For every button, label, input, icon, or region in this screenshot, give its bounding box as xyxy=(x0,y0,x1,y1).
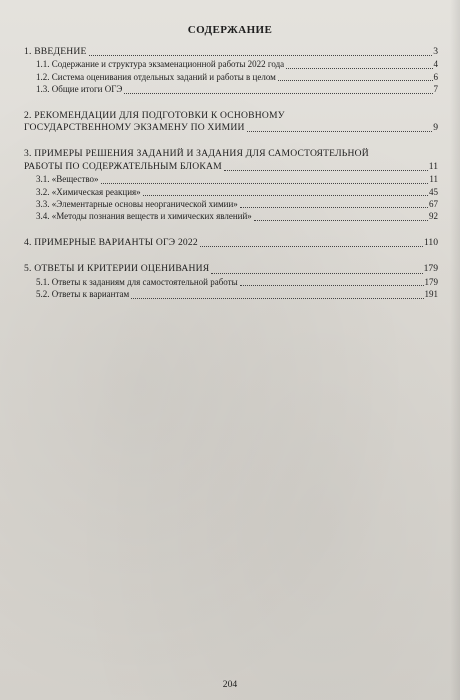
section-page-number: 110 xyxy=(423,236,438,248)
section-heading-entry[interactable] xyxy=(24,161,438,173)
section-heading-entry[interactable] xyxy=(24,237,438,249)
section-heading-text: РАБОТЫ ПО СОДЕРЖАТЕЛЬНЫМ БЛОКАМ xyxy=(24,160,222,172)
subsection-label: 1.2. Система оценивания отдельных заданий и работы в целом xyxy=(36,71,276,82)
section-page-number: 9 xyxy=(433,122,438,134)
subsection-label: 3.1. «Вещество» xyxy=(36,174,99,185)
section-heading-entry[interactable] xyxy=(24,263,438,275)
dot-leader xyxy=(240,207,428,208)
dot-leader xyxy=(278,80,433,81)
section-heading-entry[interactable] xyxy=(24,122,438,134)
toc-section xyxy=(24,263,438,300)
subsection-label: 3.3. «Элементарные основы неорганической химии» xyxy=(36,199,238,210)
toc-section xyxy=(24,148,438,222)
subsection-entry[interactable] xyxy=(24,83,438,95)
subsection-page-number: 4 xyxy=(433,59,438,70)
section-heading-text: 1. ВВЕДЕНИЕ xyxy=(24,46,87,57)
subsection-entry[interactable] xyxy=(24,276,438,288)
subsection-entry[interactable] xyxy=(24,210,438,222)
subsection-entry[interactable] xyxy=(24,186,438,198)
table-of-contents xyxy=(24,46,438,315)
dot-leader xyxy=(286,68,432,69)
dot-leader xyxy=(124,93,432,94)
subsection-page-number: 6 xyxy=(433,71,438,82)
subsection-entry[interactable] xyxy=(24,71,438,83)
section-heading-entry[interactable] xyxy=(24,46,438,58)
subsection-label: 1.3. Общие итоги ОГЭ xyxy=(36,84,123,95)
subsection-entry[interactable] xyxy=(24,288,438,300)
dot-leader xyxy=(247,131,433,132)
subsection-page-number: 191 xyxy=(424,289,438,300)
section-heading-text: ГОСУДАРСТВЕННОМУ ЭКЗАМЕНУ ПО ХИМИИ xyxy=(24,122,245,134)
toc-section xyxy=(24,237,438,249)
section-heading-line: 3. ПРИМЕРЫ РЕШЕНИЯ ЗАДАНИЙ И ЗАДАНИЯ ДЛЯ САМОСТОЯТЕЛЬНОЙ xyxy=(24,148,369,160)
subsection-page-number: 45 xyxy=(429,186,438,197)
page-number: 204 xyxy=(222,679,238,690)
dot-leader xyxy=(211,273,422,274)
page-edge-shadow xyxy=(450,0,460,700)
subsection-label: 5.2. Ответы к вариантам xyxy=(36,289,130,300)
dot-leader xyxy=(143,195,428,196)
section-page-number: 11 xyxy=(428,160,438,172)
dot-leader xyxy=(224,170,428,171)
subsection-label: 5.1. Ответы к заданиям для самостоятельной работы xyxy=(36,276,238,287)
subsection-label: 3.4. «Методы познания веществ и химических явлений» xyxy=(36,211,252,222)
toc-title: СОДЕРЖАНИЕ xyxy=(187,24,273,36)
dot-leader xyxy=(131,298,423,299)
dot-leader xyxy=(254,220,428,221)
section-page-number: 3 xyxy=(433,46,438,57)
subsection-page-number: 11 xyxy=(429,174,438,185)
subsection-page-number: 92 xyxy=(429,211,438,222)
subsection-page-number: 179 xyxy=(424,276,438,287)
toc-section xyxy=(24,46,438,96)
section-heading-text: 5. ОТВЕТЫ И КРИТЕРИИ ОЦЕНИВАНИЯ xyxy=(24,263,210,275)
subsection-entry[interactable] xyxy=(24,173,438,185)
subsection-entry[interactable] xyxy=(24,198,438,210)
dot-leader xyxy=(89,55,433,56)
subsection-page-number: 67 xyxy=(429,199,438,210)
subsection-label: 1.1. Содержание и структура экзаменационной работы 2022 года xyxy=(36,59,285,70)
dot-leader xyxy=(240,285,424,286)
section-page-number: 179 xyxy=(423,263,438,275)
section-heading-line: 2. РЕКОМЕНДАЦИИ ДЛЯ ПОДГОТОВКИ К ОСНОВНОМУ xyxy=(24,109,285,121)
toc-section xyxy=(24,110,438,135)
dot-leader xyxy=(101,183,429,184)
subsection-label: 3.2. «Химическая реакция» xyxy=(36,186,141,197)
dot-leader xyxy=(200,246,423,247)
subsection-entry[interactable] xyxy=(24,58,438,70)
subsection-page-number: 7 xyxy=(433,84,438,95)
section-heading-text: 4. ПРИМЕРНЫЕ ВАРИАНТЫ ОГЭ 2022 xyxy=(24,236,198,248)
